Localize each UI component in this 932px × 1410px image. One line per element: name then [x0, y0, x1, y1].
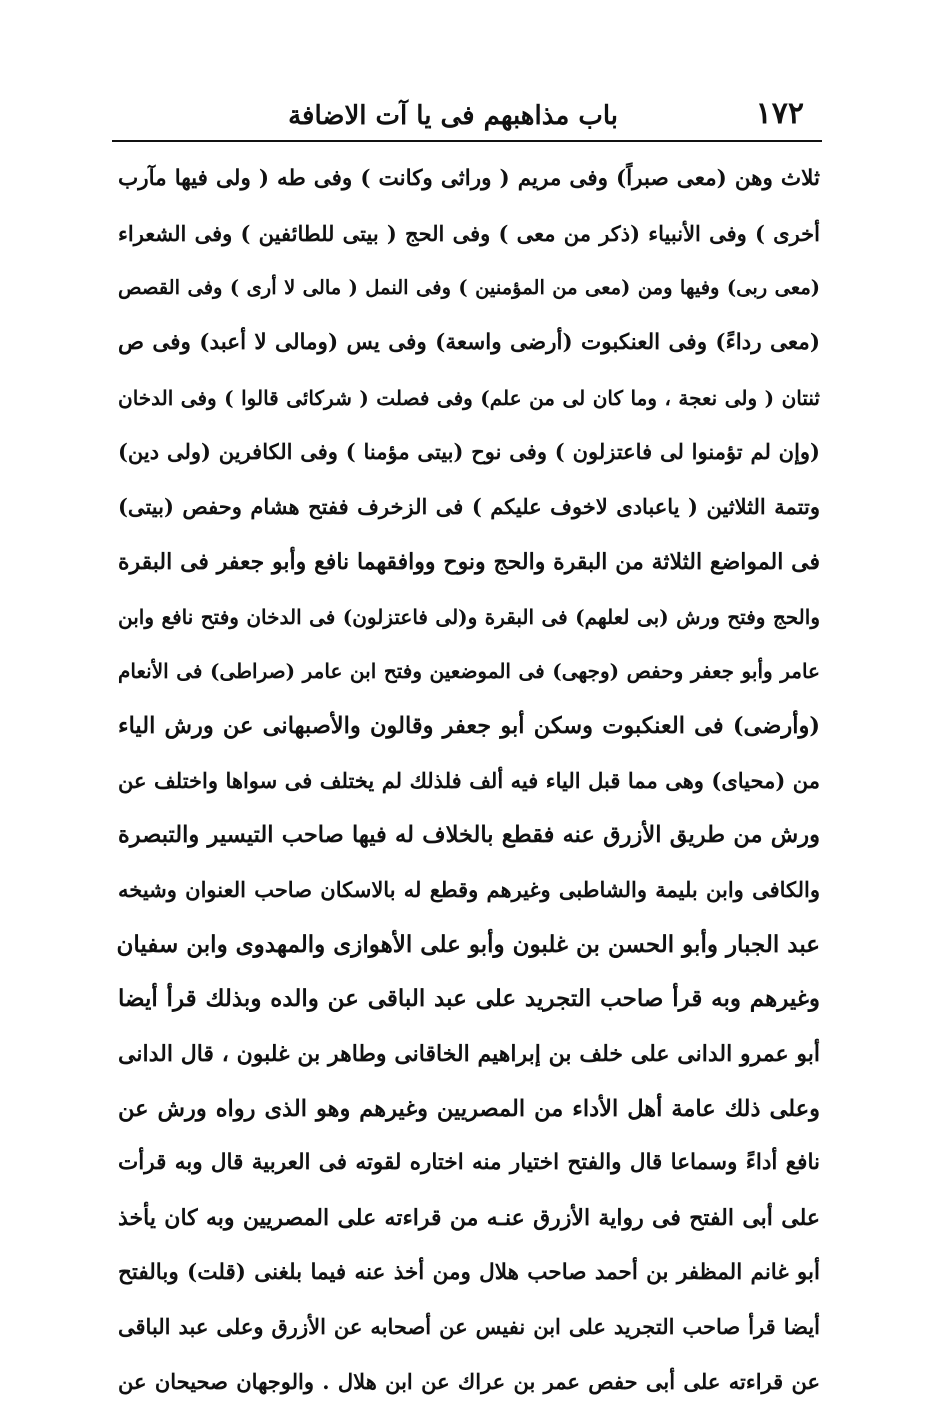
- text-line: (معى ربى) وفيها ومن (معى من المؤمنين ) وفى النمل ( مالى لا أرى ) وفى القصص: [118, 276, 820, 300]
- text-line: عن قراءته على أبى حفص عمر بن عراك عن ابن هلال . والوجهان صحيحان عن: [118, 1369, 820, 1395]
- text-line: والكافى وابن بليمة والشاطبى وغيرهم وقطع له بالاسكان صاحب العنوان وشيخه: [118, 876, 820, 902]
- text-line: أبو عمرو الدانى على خلف بن إبراهيم الخاقانى وطاهر بن غلبون ، قال الدانى: [118, 1041, 820, 1067]
- page-header: [118, 88, 818, 138]
- text-line: وغيرهم وبه قرأ صاحب التجريد على عبد الباقى عن والده وبذلك قرأ أيضا: [118, 985, 820, 1013]
- text-line: على أبى الفتح فى رواية الأزرق عنـه من قراءته على المصريين وبه كان يأخذ: [118, 1205, 820, 1232]
- text-line: والحج وفتح ورش (بى لعلهم) فى البقرة و(لى فاعتزلون) فى الدخان وفتح نافع وابن: [118, 604, 820, 629]
- text-line: عبد الجبار وأبو الحسن بن غلبون وأبو على الأهوازى والمهدوى وابن سفيان: [116, 930, 820, 958]
- text-line: نافع أداءً وسماعا قال والفتح اختيار منه اختاره لقوته فى العربية قال وبه قرأت: [118, 1150, 820, 1176]
- text-line: من (محياى) وهى مما قبل الياء فيه ألف فلذلك لم يختلف فى سواها واختلف عن: [118, 767, 820, 793]
- running-title: باب مذاهبهم فى يا آت الاضافة: [288, 101, 618, 131]
- text-line: ثنتان ( ولى نعجة ، وما كان لى من علم) وفى فصلت ( شركائى قالوا ) وفى الدخان: [118, 385, 820, 410]
- header-rule: [112, 140, 822, 142]
- text-line: أيضا قرأ صاحب التجريد على ابن نفيس عن أصحابه عن الأزرق وعلى عبد الباقى: [118, 1314, 820, 1340]
- page-number: ١٧٢: [755, 96, 804, 131]
- text-line: ورش من طريق الأزرق عنه فقطع بالخلاف له فيها صاحب التيسير والتبصرة: [118, 822, 820, 849]
- text-line: وتتمة الثلاثين ( ياعبادى لاخوف عليكم ) فى الزخرف ففتح هشام وحفص (بيتى): [118, 494, 820, 520]
- text-line: فى المواضع الثلاثة من البقرة والحج ونوح ووافقهما نافع وأبو جعفر فى البقرة: [118, 548, 820, 575]
- text-line: (وأرضى) فى العنكبوت وسكن أبو جعفر وقالون والأصبهانى عن ورش الياء: [118, 712, 821, 739]
- text-line: عامر وأبو جعفر وحفص (وجهى) فى الموضعين وفتح ابن عامر (صراطى) فى الأنعام: [118, 659, 820, 684]
- text-line: وعلى ذلك عامة أهل الأداء من المصريين وغيرهم وهو الذى رواه ورش عن: [118, 1095, 820, 1122]
- text-line: ثلاث وهن (معى صبراً) وفى مريم ( وراثى وكانت ) وفى طه ( ولى فيها مآرب: [118, 166, 820, 191]
- text-line: أبو غانم المظفر بن أحمد صاحب هلال ومن أخذ عنه فيما بلغنى (قلت) وبالفتح: [118, 1259, 820, 1285]
- text-line: (معى رداءً) وفى العنكبوت (أرضى واسعة) وفى يس (ومالى لا أعبد) وفى ص: [118, 330, 820, 356]
- body-text: [118, 152, 820, 1410]
- text-line: أخرى ) وفى الأنبياء (ذكر من معى ) وفى الحج ( بيتى للطائفين ) وفى الشعراء: [118, 220, 820, 246]
- text-line: (وإن لم تؤمنوا لى فاعتزلون ) وفى نوح (بيتى مؤمنا ) وفى الكافرين (ولى دين): [118, 439, 820, 465]
